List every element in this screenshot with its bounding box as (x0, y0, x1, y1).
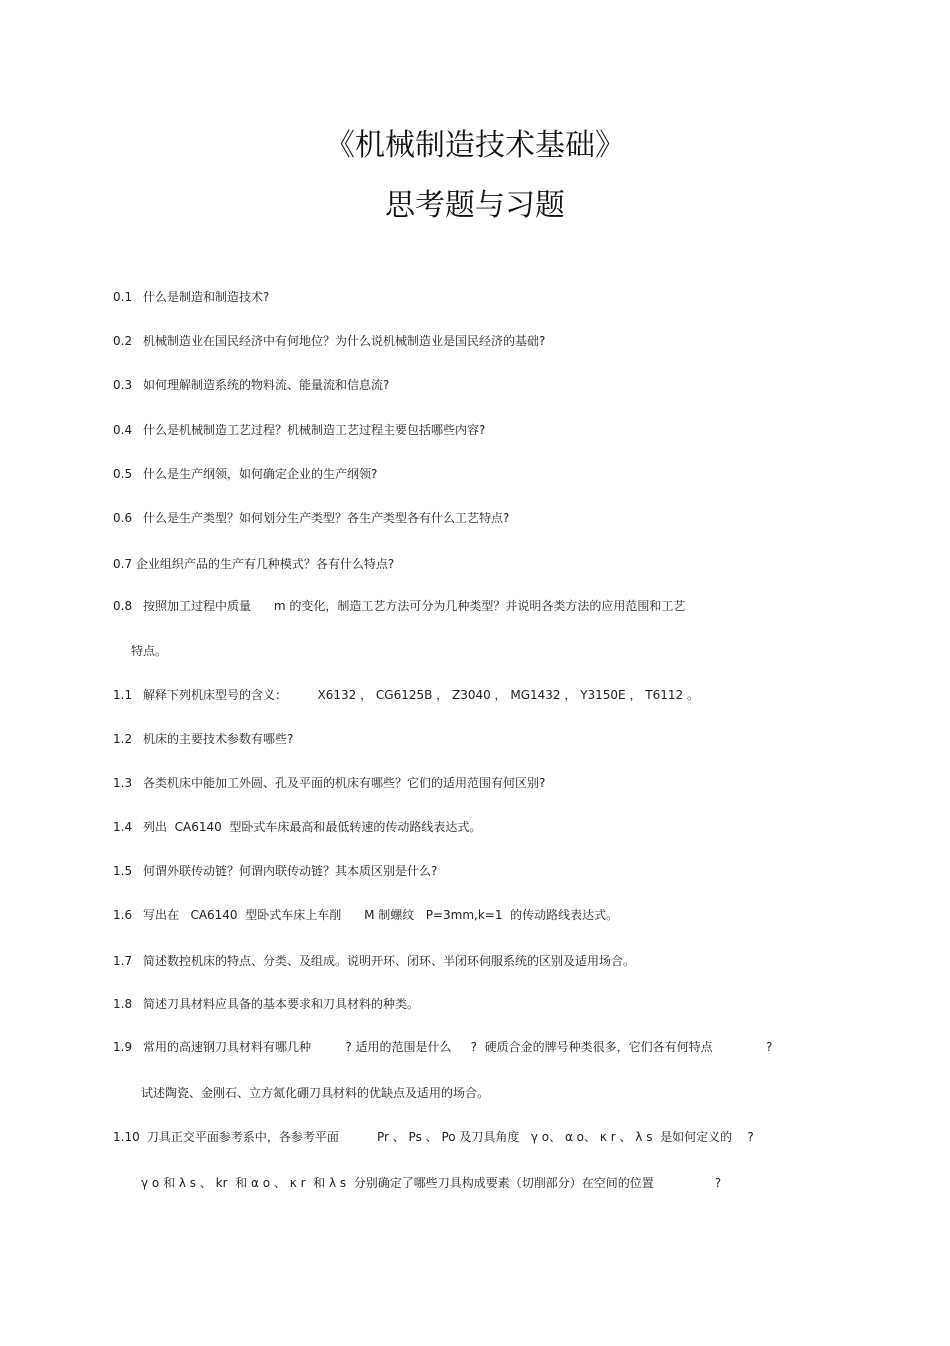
question-1-3 (113, 775, 545, 791)
question-text: 常用的高速钢刀具材料有哪几种 ? 适用的范围是什么 ? 硬质合金的牌号种类很多，它们各有何特点 ? (143, 1040, 773, 1054)
question-text: 解释下列机床型号的含义： X6132 ， CG6125B ， Z3040 ， MG1432 ， Y3150E ， T6112 。 (143, 688, 699, 702)
question-number: 1.2 (113, 732, 133, 746)
question-number: 0.7 (113, 557, 133, 571)
question-number: 1.8 (113, 997, 133, 1011)
question-text: 简述刀具材料应具备的基本要求和刀具材料的种类。 (143, 997, 420, 1011)
question-0-4 (113, 422, 485, 438)
question-1-7 (113, 953, 635, 969)
question-text: γ o 和 λ s 、 kr 和 α o 、 κ r 和 λ s 分别确定了哪些刀具构成要素（切削部分）在空间的位置 ? (141, 1176, 722, 1190)
question-text: 简述数控机床的特点、分类、及组成。说明开环、闭环、半闭环伺服系统的区别及适用场合。 (143, 954, 636, 968)
question-number: 1.7 (113, 954, 133, 968)
question-1-8 (113, 996, 419, 1012)
question-0-6 (113, 510, 509, 526)
question-0-2 (113, 333, 545, 349)
question-number: 0.3 (113, 378, 133, 392)
question-text: 试述陶瓷、金刚石、立方氮化硼刀具材料的优缺点及适用的场合。 (141, 1086, 490, 1100)
question-text: 列出 CA6140 型卧式车床最高和最低转速的传动路线表达式。 (143, 820, 482, 834)
question-text: 按照加工过程中质量 m 的变化，制造工艺方法可分为几种类型？并说明各类方法的应用范围和工艺 (143, 599, 686, 613)
question-text: 如何理解制造系统的物料流、能量流和信息流? (143, 378, 390, 392)
question-number: 1.9 (113, 1040, 133, 1054)
question-text: 什么是制造和制造技术? (143, 290, 270, 304)
question-number: 0.2 (113, 334, 133, 348)
question-text: 什么是生产类型？如何划分生产类型？各生产类型各有什么工艺特点? (143, 511, 510, 525)
question-text: 机床的主要技术参数有哪些? (143, 732, 294, 746)
question-number: 1.1 (113, 688, 133, 702)
question-text: 刀具正交平面参考系中，各参考平面 Pr 、 Ps 、 Po 及刀具角度 γ o、 α o、 κ r 、 λ s 是如何定义的 ? (146, 1130, 754, 1144)
question-number: 1.5 (113, 864, 133, 878)
question-0-8-continued (131, 643, 167, 659)
question-1-10-continued (141, 1175, 721, 1191)
question-1-9 (113, 1039, 772, 1055)
question-number: 0.6 (113, 511, 133, 525)
question-number: 1.4 (113, 820, 133, 834)
question-1-2 (113, 731, 293, 747)
question-text: 机械制造业在国民经济中有何地位？为什么说机械制造业是国民经济的基础? (143, 334, 546, 348)
document-subtitle: 思考题与习题 (385, 188, 565, 223)
question-text: 各类机床中能加工外圆、孔及平面的机床有哪些？它们的适用范围有何区别? (143, 776, 546, 790)
question-number: 1.6 (113, 908, 133, 922)
question-text: 什么是机械制造工艺过程？机械制造工艺过程主要包括哪些内容? (143, 423, 486, 437)
question-text: 什么是生产纲领，如何确定企业的生产纲领? (143, 467, 378, 481)
question-text: 特点。 (131, 644, 168, 658)
question-number: 0.1 (113, 290, 133, 304)
question-text: 何谓外联传动链？何谓内联传动链？其本质区别是什么? (143, 864, 438, 878)
question-1-10 (113, 1129, 754, 1145)
question-number: 0.8 (113, 599, 133, 613)
question-text: 企业组织产品的生产有几种模式？各有什么特点? (135, 557, 395, 571)
question-0-7 (113, 556, 394, 572)
question-0-1 (113, 289, 269, 305)
question-number: 0.5 (113, 467, 133, 481)
question-0-8 (113, 598, 685, 614)
question-text: 写出在 CA6140 型卧式车床上车削 M 制螺纹 P=3mm,k=1 的传动路线表达式。 (143, 908, 619, 922)
question-0-5 (113, 466, 377, 482)
question-1-6 (113, 907, 618, 923)
document-title: 《机械制造技术基础》 (325, 128, 625, 163)
question-number: 1.3 (113, 776, 133, 790)
question-number: 1.10 (113, 1130, 140, 1144)
question-1-9-continued (141, 1085, 489, 1101)
question-0-3 (113, 377, 389, 393)
question-number: 0.4 (113, 423, 133, 437)
question-1-1 (113, 687, 699, 703)
question-1-5 (113, 863, 437, 879)
question-1-4 (113, 819, 481, 835)
